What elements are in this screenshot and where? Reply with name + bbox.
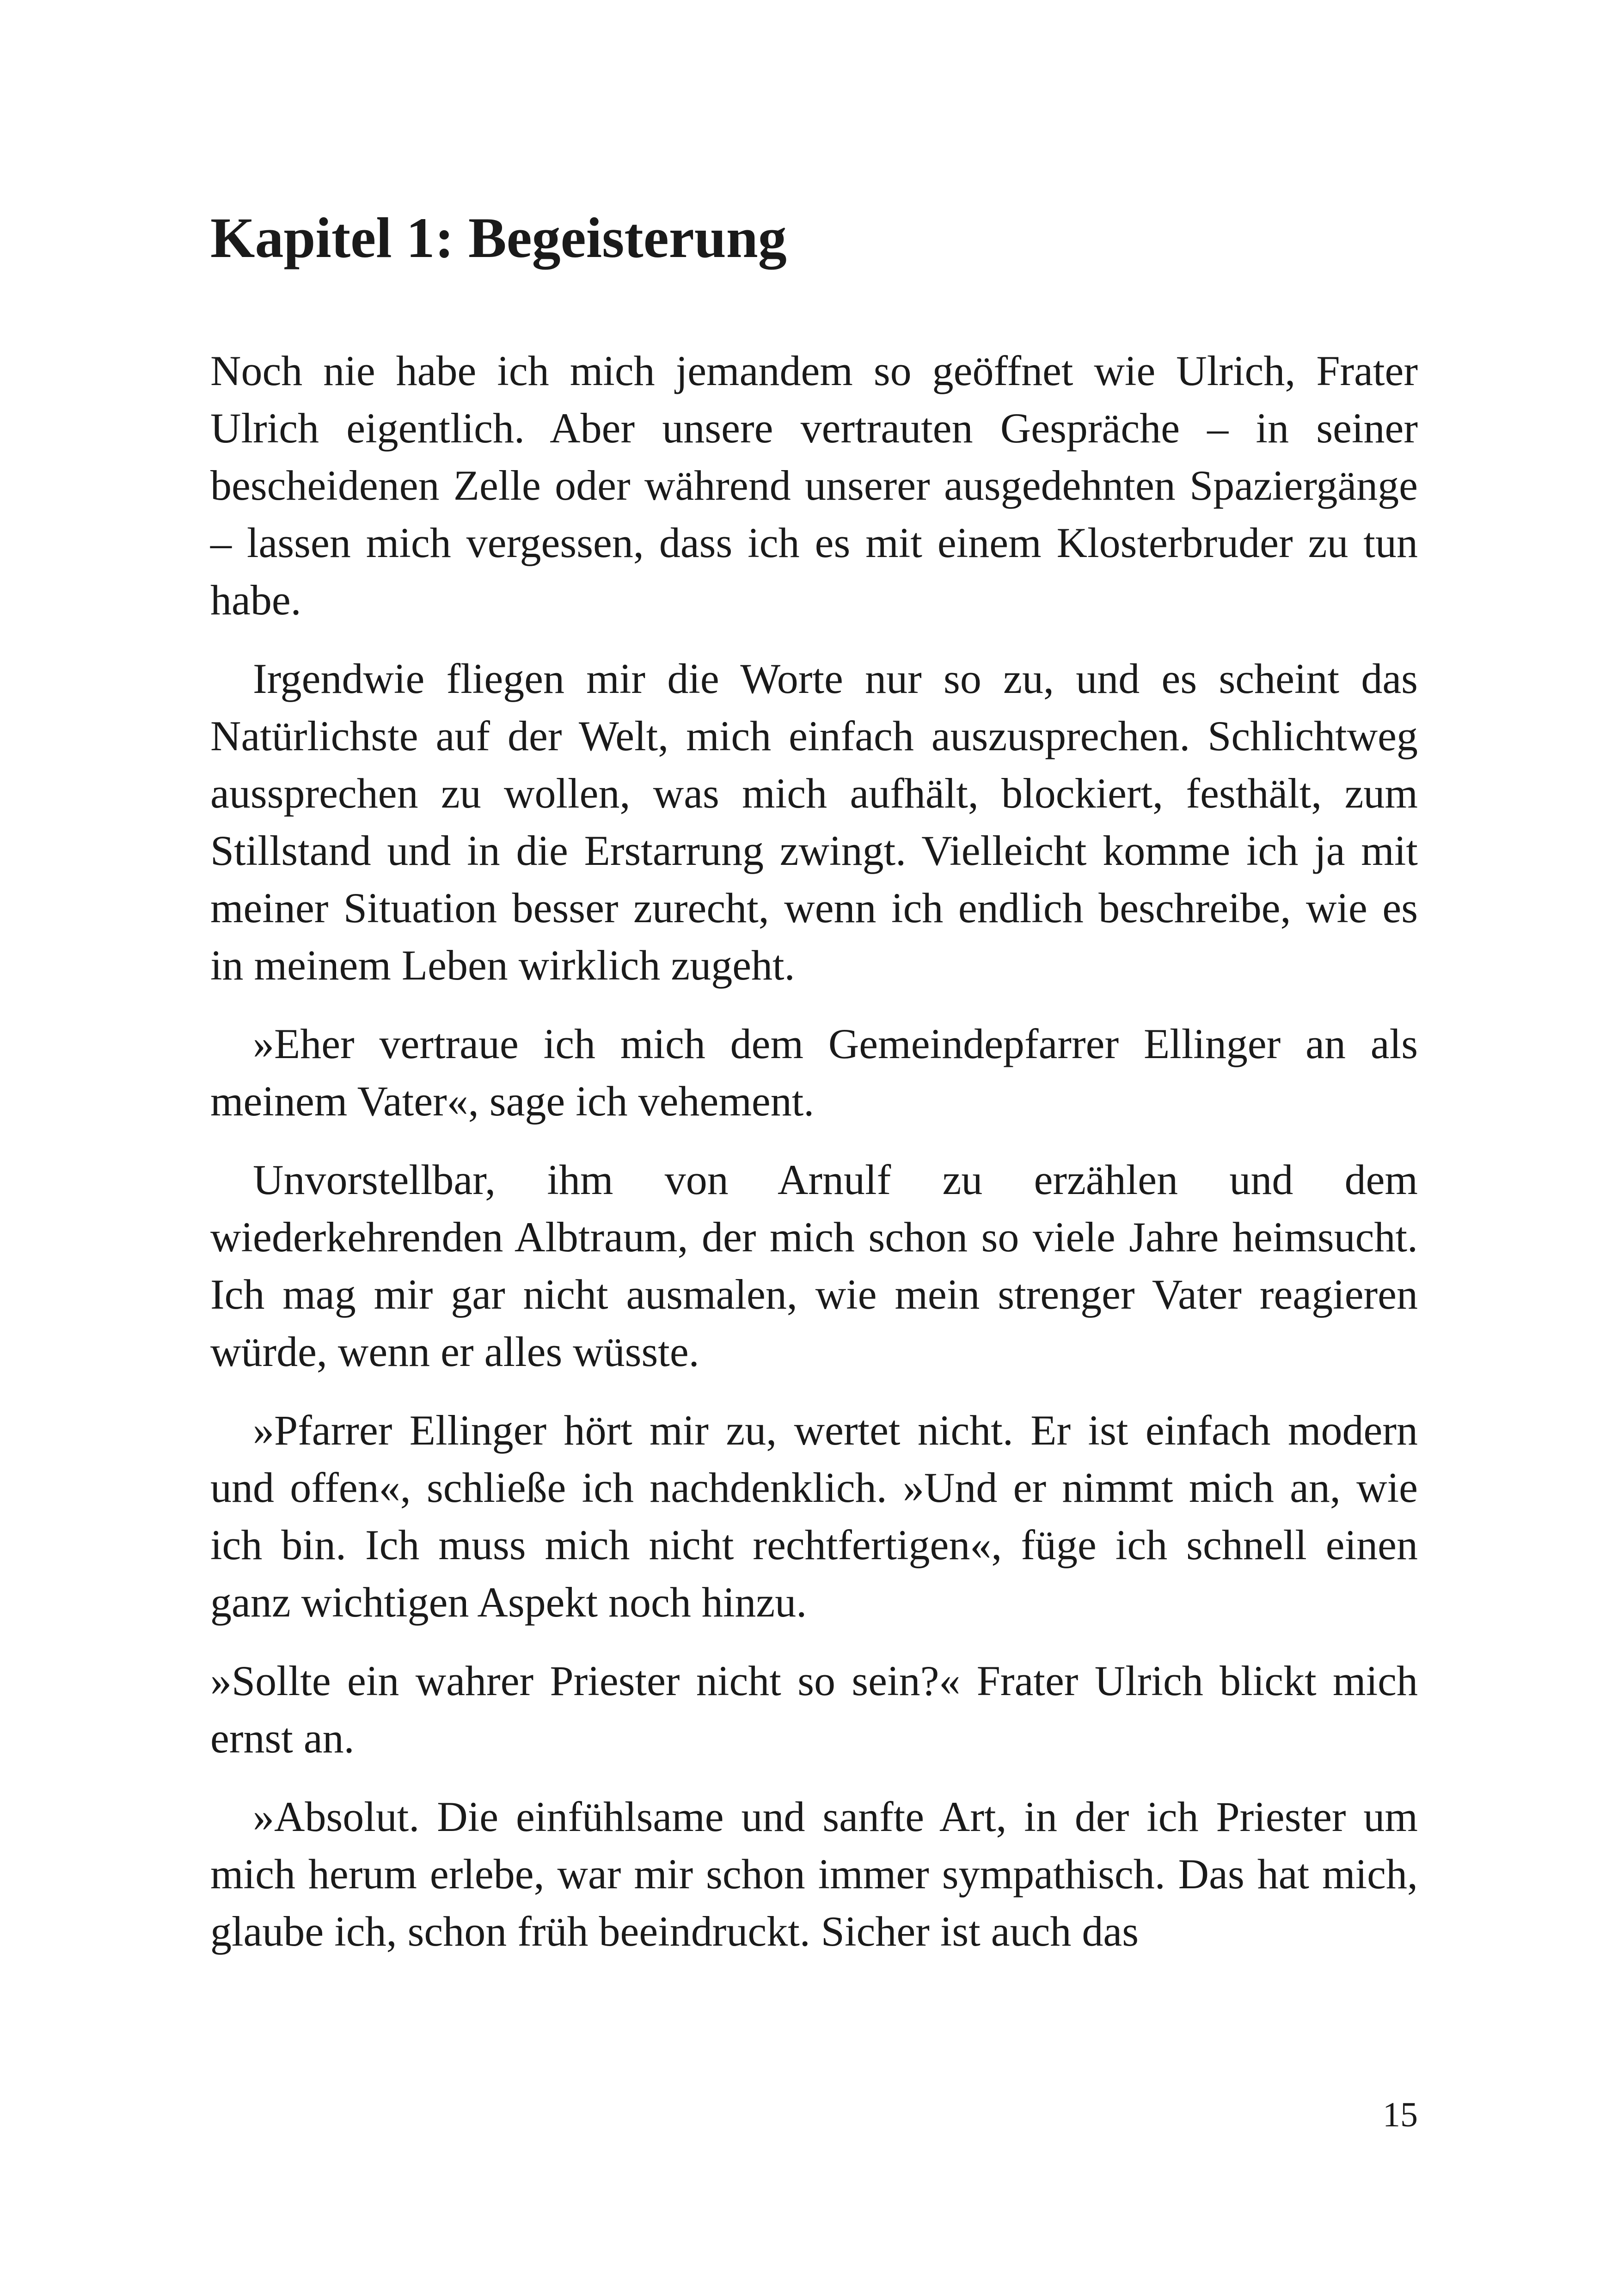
- paragraph: »Sollte ein wahrer Priester nicht so sein?« Frater Ulrich blickt mich ernst an.: [210, 1657, 1418, 1762]
- paragraph: »Absolut. Die einfühlsame und sanfte Art, in der ich Priester um mich herum erlebe, war mir schon immer sympathisch. Das hat mich, glaube ich, schon früh beeindruckt. Sicher ist auch das: [210, 1793, 1418, 1955]
- body-text: [210, 342, 1418, 1981]
- paragraph: Unvorstellbar, ihm von Arnulf zu erzählen und dem wiederkehrenden Albtraum, der mich schon so viele Jahre heimsucht. Ich mag mir gar nicht ausmalen, wie mein strenger Vater reagieren würde, wenn er alles wüsste.: [210, 1156, 1418, 1375]
- page-number: 15: [1383, 2095, 1418, 2134]
- paragraph: Irgendwie fliegen mir die Worte nur so zu, und es scheint das Natürlichste auf der Welt, mich einfach auszusprechen. Schlichtweg aussprechen zu wollen, was mich aufhält, blockiert, festhält, zum Stillstand und in die Erstarrung zwingt. Vielleicht komme ich ja mit meiner Situation besser zurecht, wenn ich endlich beschreibe, wie es in meinem Leben wirklich zugeht.: [210, 655, 1418, 989]
- paragraph: »Pfarrer Ellinger hört mir zu, wertet nicht. Er ist einfach modern und offen«, schließe ich nachdenklich. »Und er nimmt mich an, wie ich bin. Ich muss mich nicht rechtfertigen«, füge ich schnell einen ganz wichtigen Aspekt noch hinzu.: [210, 1407, 1418, 1626]
- paragraph: Noch nie habe ich mich jemandem so geöffnet wie Ulrich, Frater Ulrich eigentlich. Aber unsere vertrauten Gespräche – in seiner bescheidenen Zelle oder während unserer ausgedehnten Spaziergänge – lassen mich vergessen, dass ich es mit einem Klosterbruder zu tun habe.: [210, 347, 1418, 624]
- chapter-title: Kapitel 1: Begeisterung: [210, 206, 787, 269]
- paragraph: »Eher vertraue ich mich dem Gemeindepfarrer Ellinger an als meinem Vater«, sage ich vehement.: [210, 1020, 1418, 1125]
